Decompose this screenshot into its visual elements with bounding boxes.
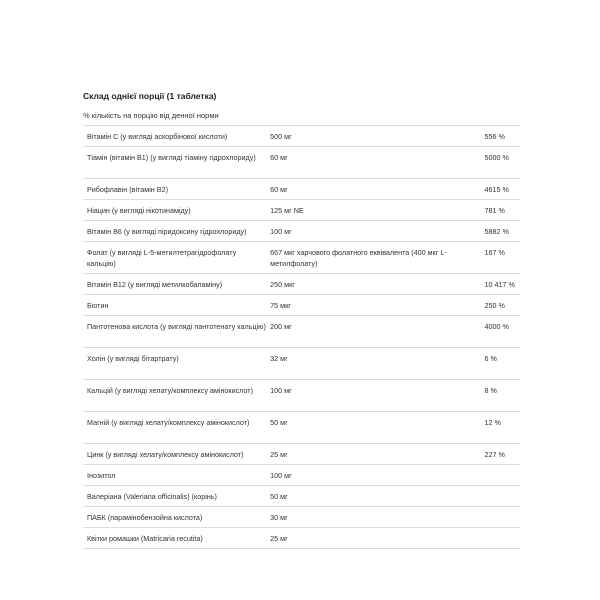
ingredient-amount: 100 мг <box>270 380 484 412</box>
daily-value <box>485 507 520 528</box>
ingredient-amount: 25 мг <box>270 528 484 549</box>
ingredient-name: Кальцій (у вигляді хелату/комплексу амінокислот) <box>83 380 270 412</box>
table-row <box>83 126 520 147</box>
daily-value: 5882 % <box>485 221 520 242</box>
table-row <box>83 147 520 179</box>
ingredient-amount: 125 мг NE <box>270 200 484 221</box>
daily-value: 250 % <box>485 295 520 316</box>
ingredient-amount: 75 мкг <box>270 295 484 316</box>
table-row <box>83 200 520 221</box>
ingredient-name: Валеріана (Valeriana officinalis) (корінь) <box>83 486 270 507</box>
daily-value: 167 % <box>485 242 520 274</box>
table-row <box>83 486 520 507</box>
table-row <box>83 507 520 528</box>
ingredient-name: Пантотенова кислота (у вигляді пантотенату кальцію) <box>83 316 270 348</box>
daily-value: 4615 % <box>485 179 520 200</box>
panel-subtitle: % кількість на порцію від денної норми <box>83 111 219 120</box>
ingredient-name: Біотин <box>83 295 270 316</box>
table-row <box>83 444 520 465</box>
ingredient-name: Фолат (у вигляді L-5-метилтетрагідрофолату кальцію) <box>83 242 270 274</box>
ingredient-name: ПАБК (парамінобензойна кислота) <box>83 507 270 528</box>
panel-title: Склад однієї порції (1 таблетка) <box>83 91 217 101</box>
ingredient-name: Магній (у вигляді хелату/комплексу амінокислот) <box>83 412 270 444</box>
ingredient-amount: 25 мг <box>270 444 484 465</box>
table-row <box>83 528 520 549</box>
ingredient-name: Вітамін B12 (у вигляді метилкобаламіну) <box>83 274 270 295</box>
daily-value <box>485 465 520 486</box>
ingredient-amount: 60 мг <box>270 147 484 179</box>
ingredient-amount: 500 мг <box>270 126 484 147</box>
daily-value: 12 % <box>485 412 520 444</box>
ingredient-name: Рибофлавін (вітамін B2) <box>83 179 270 200</box>
table-row <box>83 465 520 486</box>
supplement-facts-panel <box>83 90 520 549</box>
ingredient-name: Вітамін B6 (у вигляді піридоксину гідрохлориду) <box>83 221 270 242</box>
daily-value: 10 417 % <box>485 274 520 295</box>
ingredient-name: Тіамін (вітамін B1) (у вигляді тіаміну гідрохлориду) <box>83 147 270 179</box>
table-row <box>83 274 520 295</box>
ingredient-name: Ніацин (у вигляді нікотинаміду) <box>83 200 270 221</box>
daily-value: 8 % <box>485 380 520 412</box>
ingredient-name: Вітамін C (у вигляді аскорбінової кислоти) <box>83 126 270 147</box>
ingredient-amount: 667 мкг харчового фолатного еквівалента (400 мкг L-метилфолату) <box>270 242 484 274</box>
daily-value <box>485 486 520 507</box>
ingredient-amount: 60 мг <box>270 179 484 200</box>
table-row <box>83 221 520 242</box>
daily-value: 556 % <box>485 126 520 147</box>
table-row <box>83 179 520 200</box>
table-row <box>83 295 520 316</box>
ingredient-name: Інозитол <box>83 465 270 486</box>
daily-value <box>485 528 520 549</box>
table-row <box>83 242 520 274</box>
nutrition-table <box>83 125 520 549</box>
ingredient-name: Холін (у вигляді бітартрату) <box>83 348 270 380</box>
ingredient-name: Цинк (у вигляді хелату/комплексу амінокислот) <box>83 444 270 465</box>
table-row <box>83 412 520 444</box>
daily-value: 4000 % <box>485 316 520 348</box>
ingredient-amount: 100 мг <box>270 465 484 486</box>
ingredient-amount: 30 мг <box>270 507 484 528</box>
ingredient-amount: 100 мг <box>270 221 484 242</box>
ingredient-amount: 32 мг <box>270 348 484 380</box>
table-row <box>83 316 520 348</box>
ingredient-name: Квітки ромашки (Matricaria recutita) <box>83 528 270 549</box>
daily-value: 227 % <box>485 444 520 465</box>
ingredient-amount: 200 мг <box>270 316 484 348</box>
table-row <box>83 348 520 380</box>
daily-value: 6 % <box>485 348 520 380</box>
ingredient-amount: 50 мг <box>270 412 484 444</box>
table-row <box>83 380 520 412</box>
daily-value: 781 % <box>485 200 520 221</box>
ingredient-amount: 50 мг <box>270 486 484 507</box>
ingredient-amount: 250 мкг <box>270 274 484 295</box>
daily-value: 5000 % <box>485 147 520 179</box>
